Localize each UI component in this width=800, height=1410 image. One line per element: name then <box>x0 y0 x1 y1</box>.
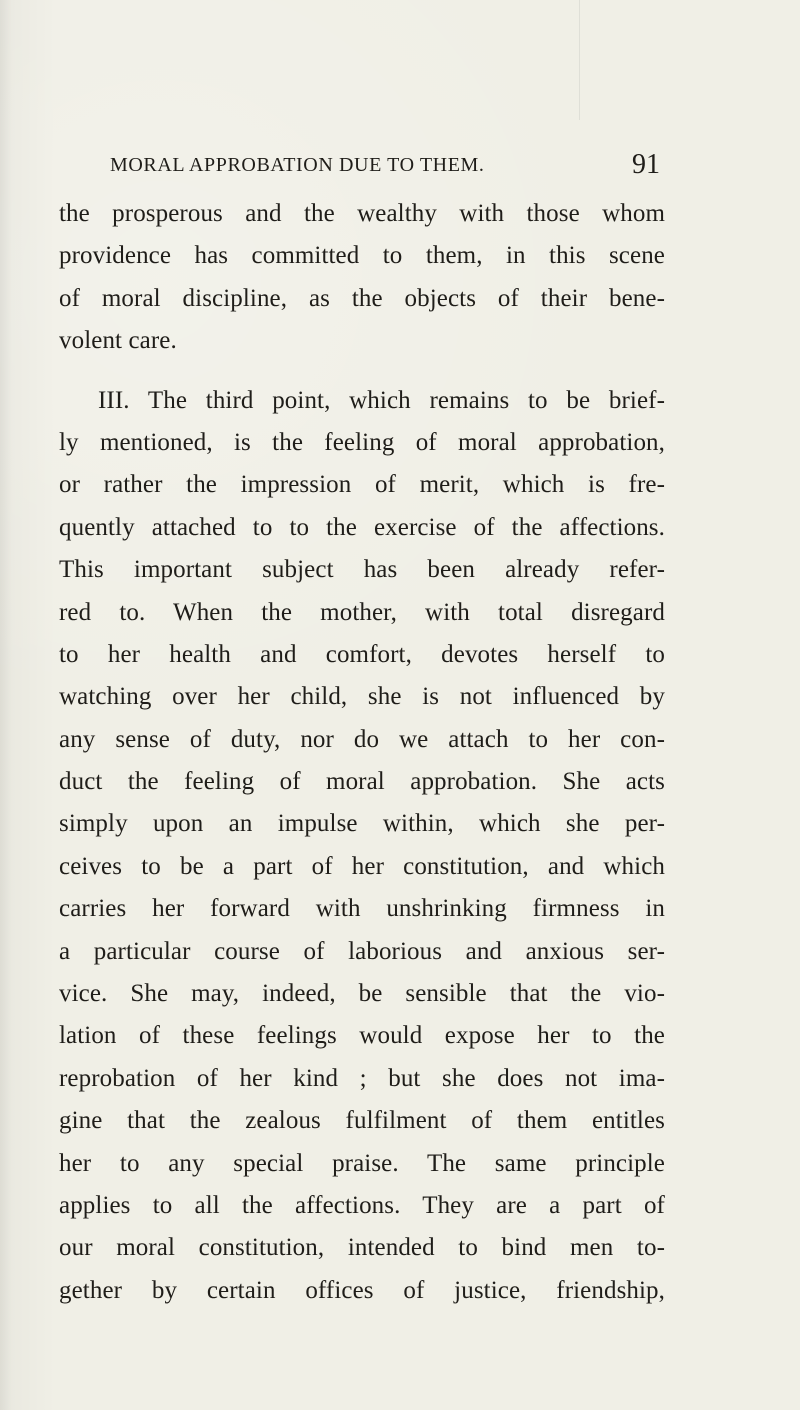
text-line: of moral discipline, as the objects of their bene- <box>59 284 665 312</box>
text-line: lation of these feelings would expose her to the <box>59 1022 665 1050</box>
paragraph-gap <box>59 363 665 380</box>
paragraph-1 <box>59 193 665 363</box>
text-line: applies to all the affections. They are a part of <box>59 1191 665 1219</box>
text-line: any sense of duty, nor do we attach to her con- <box>59 725 665 753</box>
text-line: her to any special praise. The same principle <box>59 1149 665 1177</box>
text-line: simply upon an impulse within, which she per- <box>59 810 665 838</box>
running-head: MORAL APPROBATION DUE TO THEM. <box>110 154 485 176</box>
text-line: watching over her child, she is not influenced by <box>59 683 665 711</box>
page-edge-shadow <box>0 0 12 1410</box>
text-line: carries her forward with unshrinking firmness in <box>59 895 665 923</box>
paragraph-2 <box>59 380 665 1313</box>
text-line: or rather the impression of merit, which is fre- <box>59 471 665 499</box>
page-header <box>110 149 660 184</box>
text-line: a particular course of laborious and anxious ser- <box>59 937 665 965</box>
text-line: duct the feeling of moral approbation. She acts <box>59 768 665 796</box>
text-line: III. The third point, which remains to be brief- <box>98 386 665 414</box>
text-line: red to. When the mother, with total disregard <box>59 598 665 626</box>
text-line: the prosperous and the wealthy with those whom <box>59 200 665 227</box>
text-line: vice. She may, indeed, be sensible that the vio- <box>59 980 665 1008</box>
text-line: to her health and comfort, devotes herself to <box>59 640 665 668</box>
text-line: gine that the zealous fulfilment of them entitles <box>59 1107 665 1135</box>
body-text <box>59 193 665 1312</box>
text-line: volent care. <box>59 327 177 355</box>
text-line: ceives to be a part of her constitution, and which <box>59 852 665 880</box>
text-line: our moral constitution, intended to bind men to- <box>59 1234 665 1262</box>
text-line: ly mentioned, is the feeling of moral approbation, <box>59 428 665 456</box>
text-line: This important subject has been already refer- <box>59 556 665 584</box>
paper-mark <box>579 0 580 120</box>
text-line: gether by certain offices of justice, friendship, <box>59 1276 665 1304</box>
text-line: providence has committed to them, in this scene <box>59 242 665 270</box>
page-number: 91 <box>632 149 660 180</box>
text-line: reprobation of her kind ; but she does not ima- <box>59 1064 665 1092</box>
text-line: quently attached to to the exercise of the affections. <box>59 513 665 541</box>
